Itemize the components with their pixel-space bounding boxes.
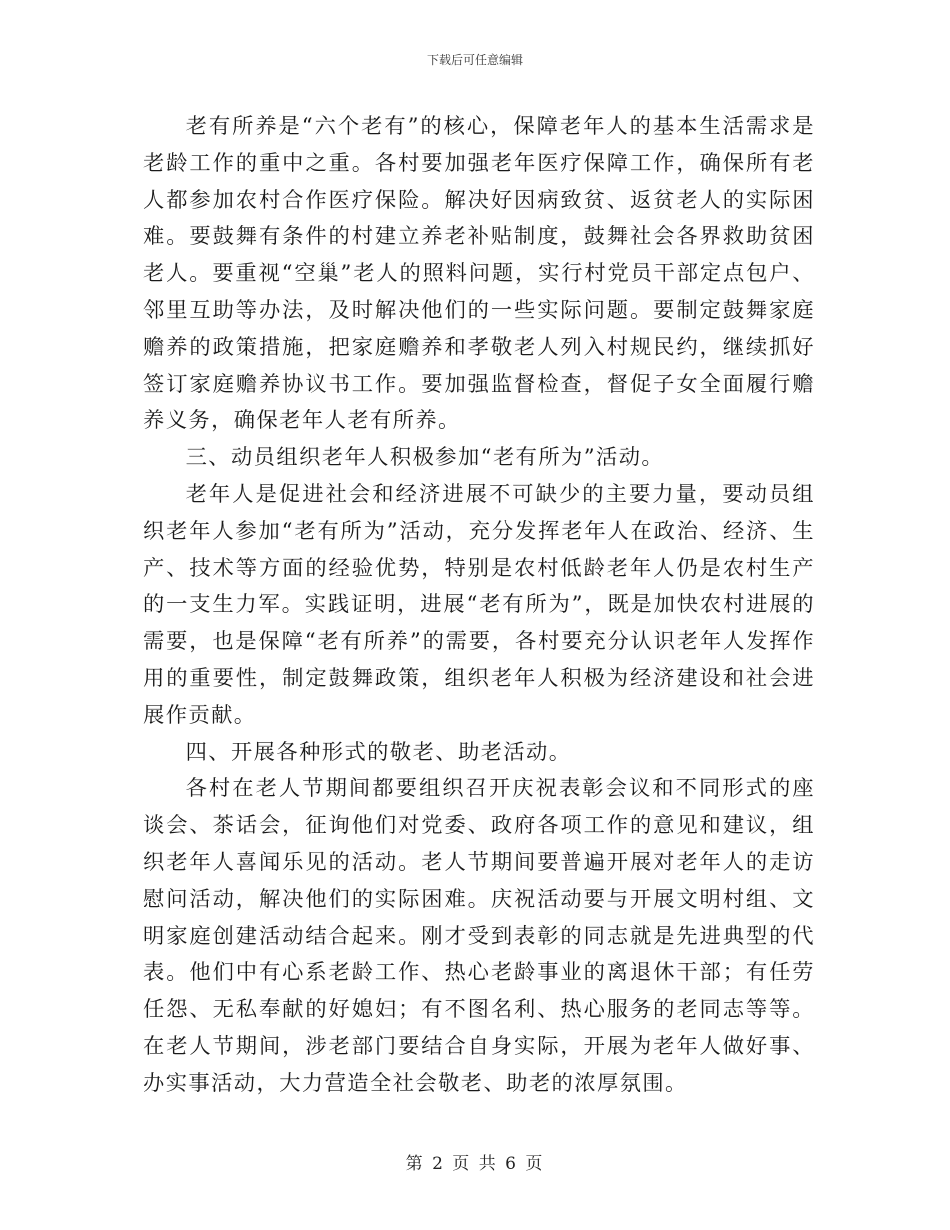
section-heading-four: 四、开展各种形式的敬老、助老活动。 (185, 739, 572, 765)
paragraph-respect-activities: 各村在老人节期间都要组织召开庆祝表彰会议和不同形式的座谈会、茶话会，征询他们对党委、政府各项工作的意见和建议，组织老年人喜闻乐见的活动。老人节期间要普遍开展对老年人的走访慰问活动，解决他们的实际困难。庆祝活动要与开展文明村组、文明家庭创建活动结合起来。刚才受到表彰的同志就是先进典型的代表。他们中有心系老龄工作、热心老龄事业的离退休干部；有任劳任怨、无私奉献的好媳妇；有不图名利、热心服务的老同志等等。在老人节期间，涉老部门要结合自身实际，开展为老年人做好事、办实事活动，大力营造全社会敬老、助老的浓厚氛围。 (143, 776, 815, 1096)
document-body (143, 109, 815, 1103)
paragraph-elderly-support: 老有所养是“六个老有”的核心，保障老年人的基本生活需求是老龄工作的重中之重。各村要加强老年医疗保障工作，确保所有老人都参加农村合作医疗保险。解决好因病致贫、返贫老人的实际困难。要鼓舞有条件的村建立养老补贴制度，鼓舞社会各界救助贫困老人。要重视“空巢”老人的照料问题，实行村党员干部定点包户、邻里互助等办法，及时解决他们的一些实际问题。要制定鼓舞家庭赡养的政策措施，把家庭赡养和孝敬老人列入村规民约，继续抓好签订家庭赡养协议书工作。要加强监督检查，督促子女全面履行赡养义务，确保老年人老有所养。 (143, 114, 815, 434)
section-heading-three: 三、动员组织老年人积极参加“老有所为”活动。 (185, 445, 665, 471)
page-header: 下载后可任意编辑 (426, 53, 523, 67)
paragraph-elderly-contribution: 老年人是促进社会和经济进展不可缺少的主要力量，要动员组织老年人参加“老有所为”活动，充分发挥老年人在政治、经济、生产、技术等方面的经验优势，特别是农村低龄老年人仍是农村生产的一支生力军。实践证明，进展“老有所为”，既是加快农村进展的需要，也是保障“老有所养”的需要，各村要充分认识老年人发挥作用的重要性，制定鼓舞政策，组织老年人积极为经济建设和社会进展作贡献。 (143, 481, 815, 728)
page-number-footer: 第 2 页 共 6 页 (405, 1154, 545, 1174)
